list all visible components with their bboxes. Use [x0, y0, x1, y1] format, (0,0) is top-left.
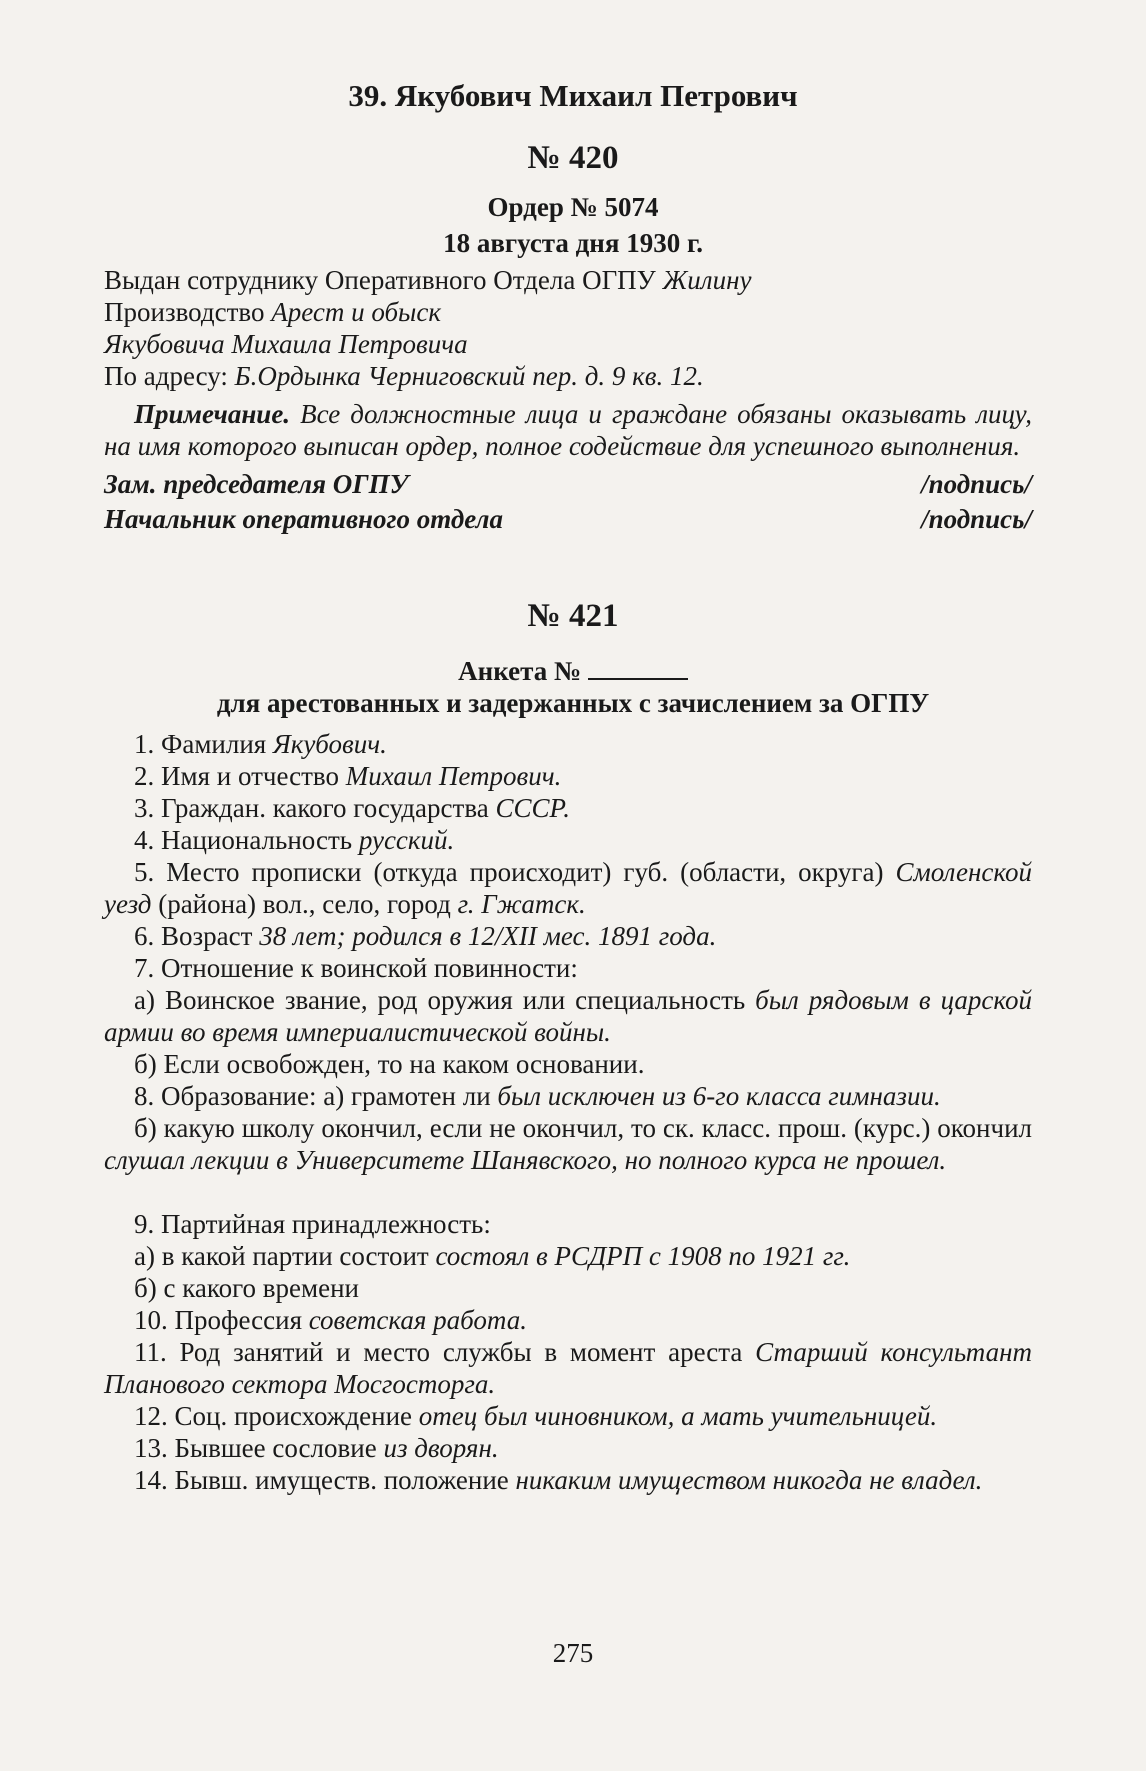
field-14-value: никаким имуществом никогда не владел.: [515, 1465, 983, 1495]
field-8-label: 8. Образование: а) грамотен ли: [134, 1081, 491, 1111]
page-number: 275: [552, 1638, 594, 1668]
production-value: Арест и обыск: [271, 297, 441, 327]
field-12-value: отец был чиновником, а мать учительницей.: [418, 1401, 938, 1431]
order-title: Ордер № 5074: [487, 192, 659, 222]
order-note: [104, 398, 1032, 462]
field-7: 7. Отношение к воинской повинности:: [134, 953, 578, 983]
anketa-number-blank: [588, 658, 688, 680]
document-number-420: № 420: [527, 140, 619, 176]
field-9a-label: а) в какой партии состоит: [134, 1241, 429, 1271]
issued-label: Выдан сотруднику Оперативного Отдела ОГПУ: [104, 265, 656, 295]
person-heading: 39. Якубович Михаил Петрович: [348, 78, 798, 113]
field-3-value: СССР.: [495, 793, 571, 823]
issued-name: Жилину: [662, 265, 752, 295]
field-3: [134, 792, 570, 824]
field-6-value: 38 лет; родился в 12/XII мес. 1891 года.: [259, 921, 717, 951]
field-1-value: Якубович.: [272, 729, 387, 759]
field-14: [134, 1464, 982, 1496]
field-12: [134, 1400, 937, 1432]
field-8b-label: б) какую школу окончил, если не окончил, то ск. класс. прош. (курс.) окончил: [134, 1113, 1032, 1143]
production-label: Производство: [104, 297, 265, 327]
field-8b: [104, 1112, 1032, 1176]
signature-label-1: Зам. председателя ОГПУ: [104, 469, 409, 499]
anketa-title-text: Анкета №: [458, 656, 582, 686]
field-1: [134, 728, 387, 760]
signature-value-2: /подпись/: [921, 504, 1032, 534]
field-2-value: Михаил Петрович.: [345, 761, 562, 791]
field-9: 9. Партийная принадлежность:: [134, 1209, 491, 1239]
field-11-value: Старший консультант Планового сектора Мосгосторга.: [104, 1337, 1032, 1399]
field-6-label: 6. Возраст: [134, 921, 253, 951]
field-13-value: из дворян.: [383, 1433, 499, 1463]
field-7b: б) Если освобожден, то на каком основании.: [134, 1049, 645, 1079]
field-13-label: 13. Бывшее сословие: [134, 1433, 377, 1463]
field-1-label: 1. Фамилия: [134, 729, 267, 759]
address-value: Б.Ордынка Черниговский пер. д. 9 кв. 12.: [234, 361, 704, 391]
field-5-value-2: г. Гжатск.: [457, 889, 586, 919]
field-2: [134, 760, 561, 792]
field-11-label: 11. Род занятий и место службы в момент ареста: [134, 1337, 743, 1367]
field-4-label: 4. Национальность: [134, 825, 353, 855]
field-8b-value: слушал лекции в Университете Шанявского, но полного курса не прошел.: [104, 1145, 947, 1175]
field-10: [134, 1304, 527, 1336]
note-text: Все должностные лица и граждане обязаны оказывать лицу, на имя которого выписан ордер, полное содействие для успешного выполнения.: [104, 399, 1033, 461]
field-11: [104, 1336, 1032, 1400]
address-label: По адресу:: [104, 361, 228, 391]
note-label: Примечание.: [134, 399, 291, 429]
anketa-title: [0, 656, 1146, 687]
field-9b: б) с какого времени: [134, 1273, 360, 1303]
field-8-value: был исключен из 6-го класса гимназии.: [497, 1081, 941, 1111]
field-9a: [134, 1240, 850, 1272]
field-3-label: 3. Граждан. какого государства: [134, 793, 489, 823]
field-7a-value: был рядовым в царской армии во время империалистической войны.: [104, 985, 1032, 1047]
field-5: [104, 856, 1032, 920]
field-5-mid: (района) вол., село, город: [158, 889, 451, 919]
signature-value-1: /подпись/: [921, 469, 1032, 499]
field-5-value-1: Смоленской уезд: [104, 857, 1032, 919]
signature-label-2: Начальник оперативного отдела: [104, 504, 503, 534]
field-13: [134, 1432, 499, 1464]
field-7a-label: а) Воинское звание, род оружия или специальность: [134, 985, 746, 1015]
production-line: [104, 296, 441, 328]
field-14-label: 14. Бывш. имуществ. положение: [134, 1465, 509, 1495]
field-2-label: 2. Имя и отчество: [134, 761, 339, 791]
field-10-label: 10. Профессия: [134, 1305, 302, 1335]
field-10-value: советская работа.: [308, 1305, 527, 1335]
field-5-label: 5. Место прописки (откуда происходит) губ. (области, округа): [134, 857, 884, 887]
field-12-label: 12. Соц. происхождение: [134, 1401, 413, 1431]
anketa-subtitle: для арестованных и задержанных с зачислением за ОГПУ: [216, 688, 930, 718]
field-4-value: русский.: [358, 825, 455, 855]
field-9a-value: состоял в РСДРП с 1908 по 1921 гг.: [435, 1241, 851, 1271]
document-number-421: № 421: [527, 598, 619, 634]
order-date: 18 августа дня 1930 г.: [443, 228, 703, 258]
field-6: [134, 920, 716, 952]
address-line: [104, 360, 704, 392]
field-7a: [104, 984, 1032, 1048]
field-8: [134, 1080, 941, 1112]
field-4: [134, 824, 454, 856]
person-line: Якубовича Михаила Петровича: [104, 329, 468, 359]
issued-to-line: [104, 264, 751, 296]
